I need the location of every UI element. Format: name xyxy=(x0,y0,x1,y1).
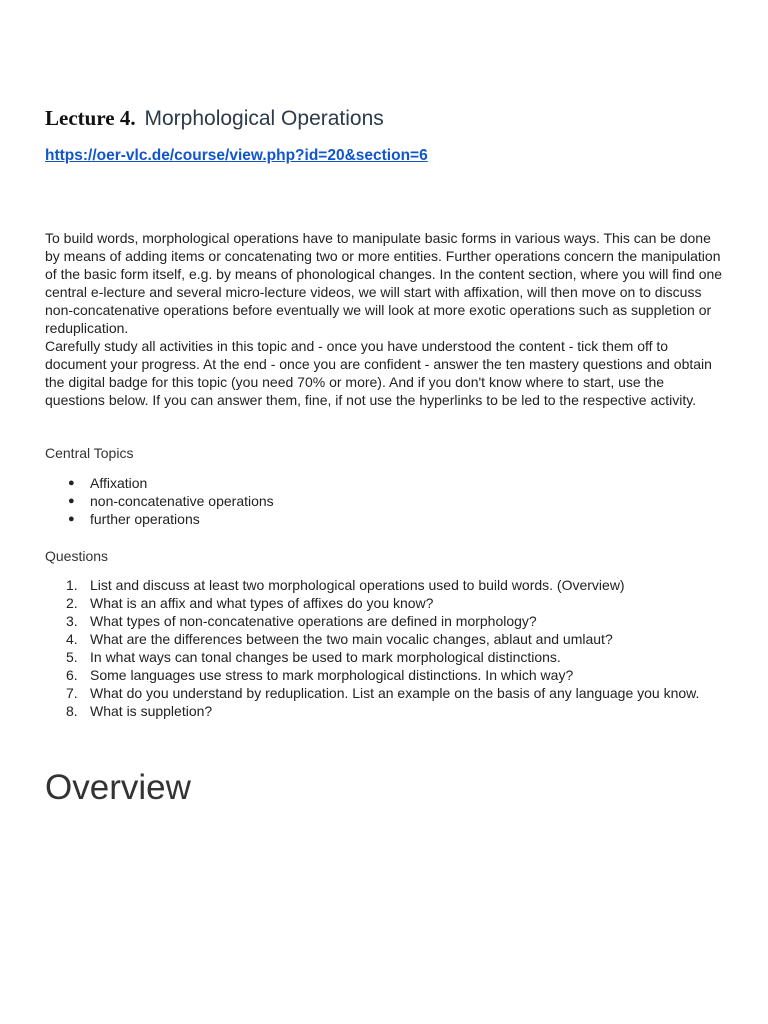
intro-paragraph-2: Carefully study all activities in this topic and - once you have understood the content - tick them off to document your progress. At the end - once you are confident - answer the ten mastery questions and obtain the digital badge for this topic (you need 70% or more). And if you don't know where to start, use the questions below. If you can answer them, fine, if not use the hyperlinks to be led to the respective activity. xyxy=(45,338,712,408)
page-title xyxy=(45,96,384,133)
intro-paragraph-1: To build words, morphological operations have to manipulate basic forms in various ways. This can be done by means of adding items or concatenating two or more entities. Further operations concern the manipulation of the basic form itself, e.g. by means of phonological changes. In the content section, where you will find one central e-lecture and several micro-lecture videos, we will start with affixation, will then move on to discuss non-concatenative operations before eventually we will look at more exotic operations such as suppletion or reduplication. xyxy=(45,230,723,336)
list-item xyxy=(66,648,768,666)
list-item xyxy=(68,474,274,492)
list-item xyxy=(66,612,768,630)
question-number: 5. xyxy=(66,649,78,665)
question-text: What are the differences between the two main vocalic changes, ablaut and umlaut? xyxy=(90,631,613,647)
topic-label: Affixation xyxy=(90,475,148,491)
questions-label: Questions xyxy=(45,548,109,564)
list-item xyxy=(68,510,274,528)
course-link[interactable]: https://oer-vlc.de/course/view.php?id=20&section=6 xyxy=(45,147,428,164)
lecture-number: Lecture 4. xyxy=(45,106,136,130)
central-topics-label: Central Topics xyxy=(45,445,134,461)
topic-label: non-concatenative operations xyxy=(90,493,274,509)
question-text: In what ways can tonal changes be used to mark morphological distinctions. xyxy=(90,649,561,665)
question-number: 3. xyxy=(66,613,78,629)
intro-text xyxy=(45,229,725,409)
question-text: What types of non-concatenative operations are defined in morphology? xyxy=(90,613,537,629)
list-item xyxy=(66,702,768,720)
overview-heading: Overview xyxy=(45,768,191,807)
question-text: List and discuss at least two morphological operations used to build words. (Overview) xyxy=(90,577,625,593)
question-text: Some languages use stress to mark morphological distinctions. In which way? xyxy=(90,667,574,683)
list-item xyxy=(66,630,768,648)
question-number: 8. xyxy=(66,703,78,719)
questions-list xyxy=(45,576,768,720)
question-text: What do you understand by reduplication. List an example on the basis of any language you know. xyxy=(90,685,700,701)
question-number: 2. xyxy=(66,595,78,611)
bullet-icon: ● xyxy=(68,513,75,525)
list-item xyxy=(66,684,768,702)
question-number: 4. xyxy=(66,631,78,647)
question-number: 6. xyxy=(66,667,78,683)
question-text: What is an affix and what types of affixes do you know? xyxy=(90,595,434,611)
list-item xyxy=(68,492,274,510)
lecture-title: Morphological Operations xyxy=(144,107,384,130)
question-text: What is suppletion? xyxy=(90,703,213,719)
central-topics-list xyxy=(45,474,274,528)
list-item xyxy=(66,594,768,612)
bullet-icon: ● xyxy=(68,495,75,507)
question-number: 7. xyxy=(66,685,78,701)
topic-label: further operations xyxy=(90,511,200,527)
list-item xyxy=(66,576,768,594)
question-number: 1. xyxy=(66,577,78,593)
list-item xyxy=(66,666,768,684)
bullet-icon: ● xyxy=(68,477,75,489)
